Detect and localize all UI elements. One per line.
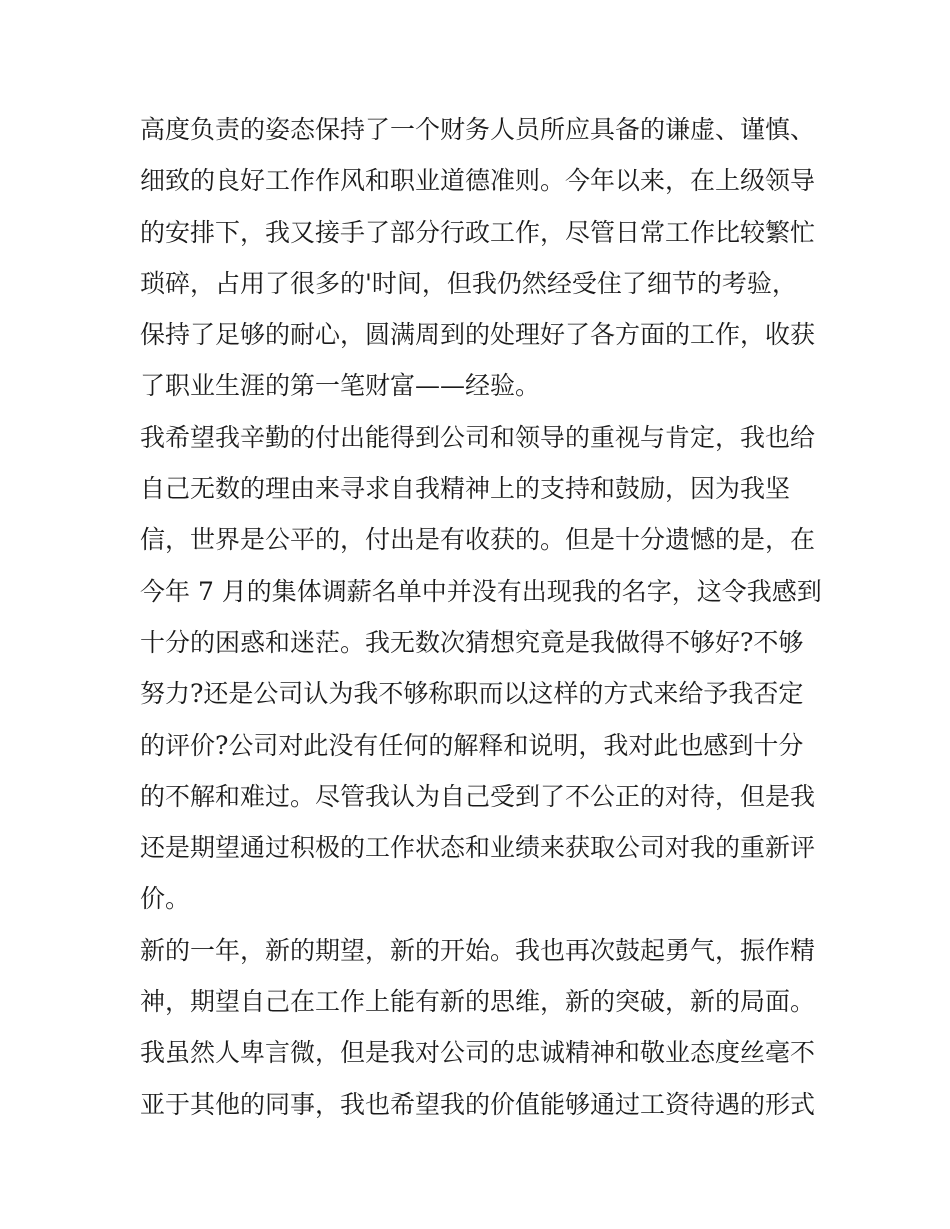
- text-line: 的不解和难过。尽管我认为自己受到了不公正的对待，但是我: [140, 781, 816, 811]
- text-line: 亚于其他的同事，我也希望我的价值能够通过工资待遇的形式: [140, 1089, 816, 1119]
- text-line: 今年 7 月的集体调薪名单中并没有出现我的名字，这令我感到: [140, 576, 822, 606]
- text-line: 我虽然人卑言微，但是我对公司的忠诚精神和敬业态度丝毫不: [140, 1038, 816, 1068]
- text-line: 还是期望通过积极的工作状态和业绩来获取公司对我的重新评: [140, 833, 816, 863]
- text-line: 保持了足够的耐心，圆满周到的处理好了各方面的工作，收获: [140, 320, 816, 350]
- text-line: 神，期望自己在工作上能有新的思维，新的突破，新的局面。: [140, 987, 816, 1017]
- text-line: 信，世界是公平的，付出是有收获的。但是十分遗憾的是，在: [140, 525, 816, 555]
- text-line: 了职业生涯的第一笔财富——经验。: [140, 371, 541, 401]
- body-text: [140, 104, 820, 1130]
- text-line: 自己无数的理由来寻求自我精神上的支持和鼓励，因为我坚: [140, 474, 791, 504]
- text-line: 我希望我辛勤的付出能得到公司和领导的重视与肯定，我也给: [140, 422, 816, 452]
- text-line: 的安排下，我又接手了部分行政工作，尽管日常工作比较繁忙: [140, 217, 816, 247]
- text-line: 高度负责的姿态保持了一个财务人员所应具备的谦虚、谨慎、: [140, 115, 816, 144]
- text-line: 的评价?公司对此没有任何的解释和说明，我对此也感到十分: [140, 730, 804, 760]
- text-line: 琐碎，占用了很多的'时间，但我仍然经受住了细节的考验，: [140, 268, 797, 298]
- text-line: 十分的困惑和迷茫。我无数次猜想究竟是我做得不够好?不够: [140, 627, 804, 657]
- text-line: 新的一年，新的期望，新的开始。我也再次鼓起勇气，振作精: [140, 935, 816, 965]
- text-line: 细致的良好工作作风和职业道德准则。今年以来，在上级领导: [140, 166, 816, 196]
- text-line: 努力?还是公司认为我不够称职而以这样的方式来给予我否定: [140, 679, 804, 709]
- text-line: 价。: [140, 884, 191, 914]
